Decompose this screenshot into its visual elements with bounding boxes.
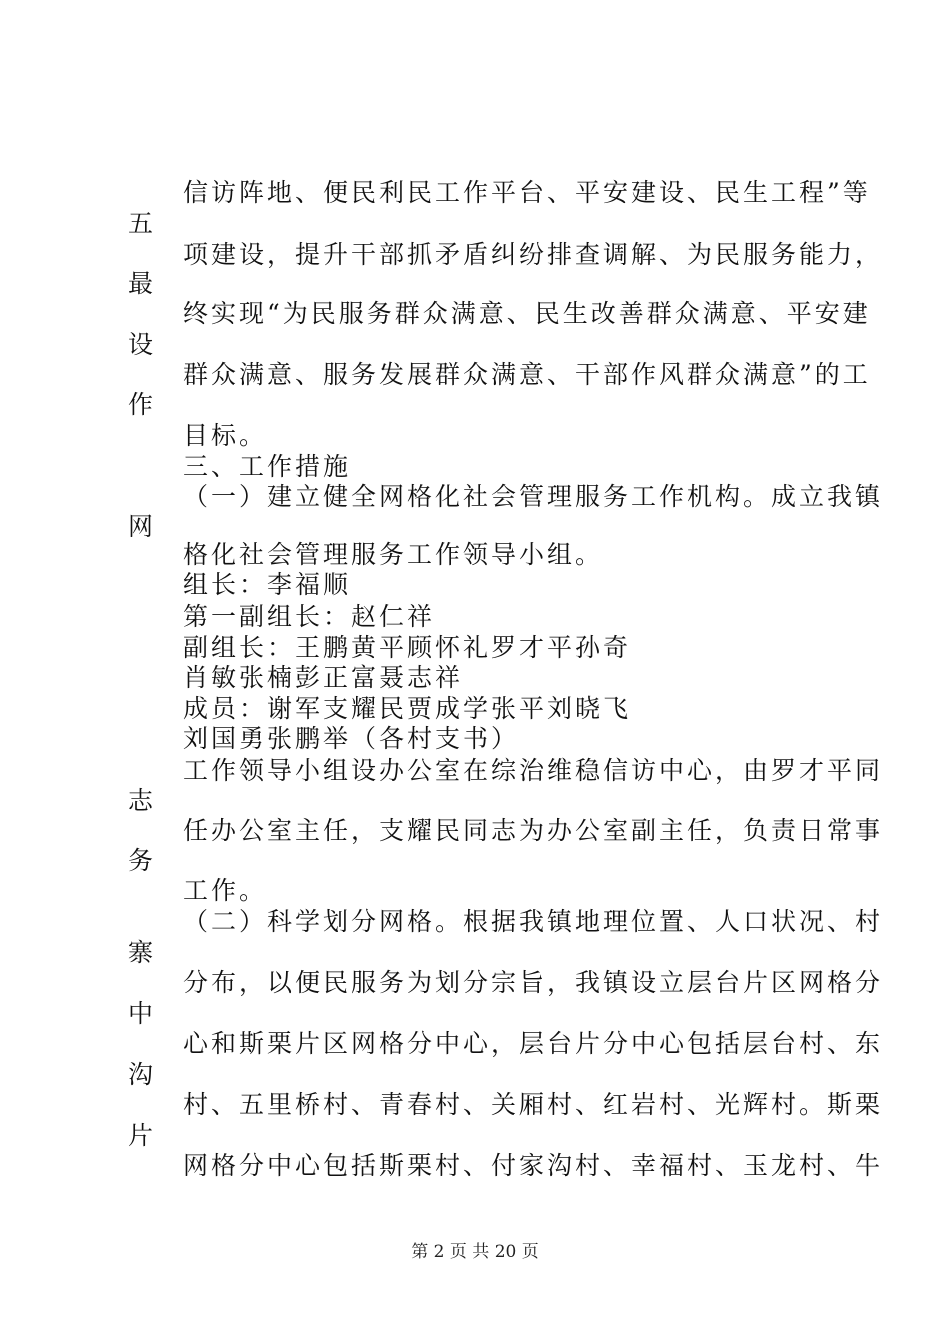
body-text-line: 项建设，提升干部抓矛盾纠纷排查调解、为民服务能力， — [183, 240, 884, 269]
body-text-line: 村、五里桥村、青春村、关厢村、红岩村、光辉村。斯栗 — [183, 1090, 884, 1119]
body-text-line: 终实现“为民服务群众满意、民生改善群众满意、平安建 — [183, 299, 871, 328]
wrapped-char: 寨 — [128, 938, 154, 967]
body-text-line: 工作。 — [183, 876, 268, 905]
wrapped-char: 中 — [128, 999, 154, 1028]
body-text-line: （二）科学划分网格。根据我镇地理位置、人口状况、村 — [183, 907, 884, 936]
body-text-line: 第一副组长：赵仁祥 — [183, 602, 436, 631]
wrapped-char: 志 — [128, 786, 154, 815]
body-text-line: 群众满意、服务发展群众满意、干部作风群众满意”的工 — [183, 360, 871, 389]
wrapped-char: 最 — [128, 269, 154, 298]
body-text-line: 任办公室主任，支耀民同志为办公室副主任，负责日常事 — [183, 816, 884, 845]
body-text-line: 工作领导小组设办公室在综治维稳信访中心，由罗才平同 — [183, 756, 884, 785]
body-text-line: 分布，以便民服务为划分宗旨，我镇设立层台片区网格分 — [183, 968, 884, 997]
wrapped-char: 网 — [128, 512, 154, 541]
body-text-line: 信访阵地、便民利民工作平台、平安建设、民生工程”等 — [183, 178, 871, 207]
body-text-line: 组长：李福顺 — [183, 570, 352, 599]
wrapped-char: 设 — [128, 330, 154, 359]
body-text-line: 格化社会管理服务工作领导小组。 — [183, 540, 604, 569]
body-text-line: 肖敏张楠彭正富聂志祥 — [183, 663, 464, 692]
page-number-footer: 第 2 页 共 20 页 — [411, 1242, 539, 1262]
wrapped-char: 片 — [128, 1121, 154, 1150]
wrapped-char: 五 — [128, 209, 154, 238]
wrapped-char: 沟 — [128, 1060, 154, 1089]
body-text-line: 副组长：王鹏黄平顾怀礼罗才平孙奇 — [183, 633, 632, 662]
body-text-line: 心和斯栗片区网格分中心，层台片分中心包括层台村、东 — [183, 1029, 884, 1058]
section-heading: 三、工作措施 — [183, 452, 352, 481]
wrapped-char: 作 — [128, 390, 154, 419]
body-text-line: 网格分中心包括斯栗村、付家沟村、幸福村、玉龙村、牛 — [183, 1151, 884, 1180]
body-text-line: （一）建立健全网格化社会管理服务工作机构。成立我镇 — [183, 482, 884, 511]
wrapped-char: 务 — [128, 846, 154, 875]
body-text-line: 刘国勇张鹏举（各村支书） — [183, 724, 520, 753]
body-text-line: 成员：谢军支耀民贾成学张平刘晓飞 — [183, 694, 632, 723]
body-text-line: 目标。 — [183, 421, 268, 450]
